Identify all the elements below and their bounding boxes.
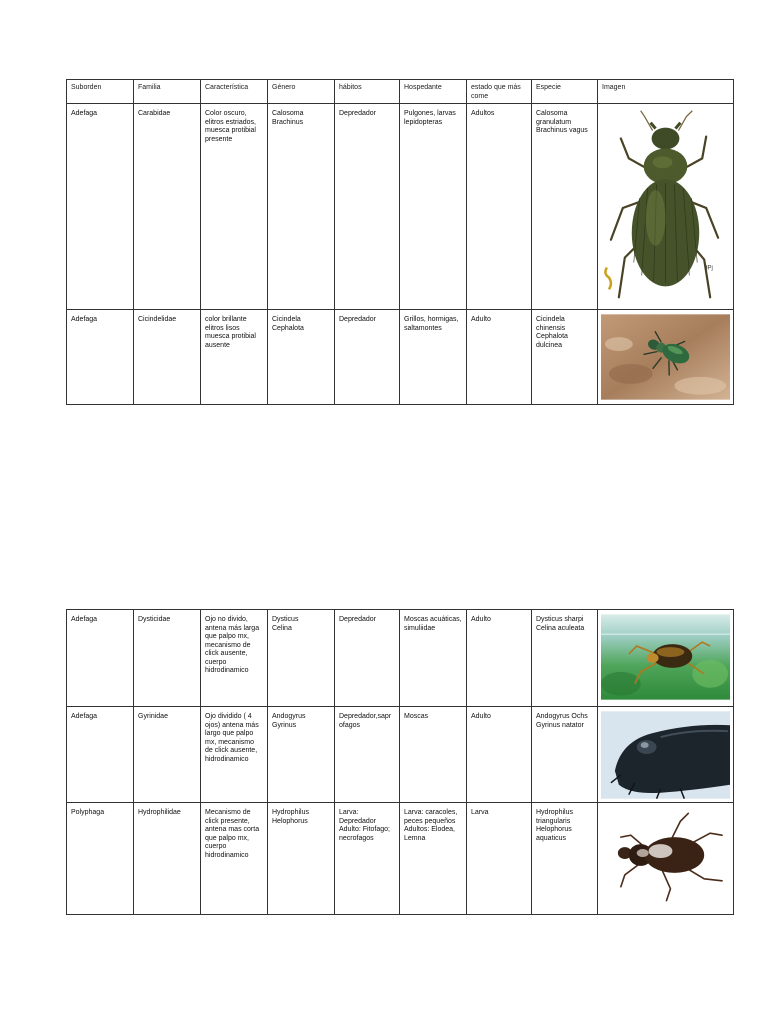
cell-suborden: Adefaga xyxy=(67,610,134,707)
cell-genero: Andogyrus Gyrinus xyxy=(268,707,335,803)
cell-suborden: Adefaga xyxy=(67,104,134,310)
cell-genero: Cicindela Cephalota xyxy=(268,310,335,405)
cell-habitos: Larva: Depredador Adulto: Fitofago; necrofagos xyxy=(335,803,400,915)
cell-habitos: Depredador xyxy=(335,104,400,310)
cell-especie: Hydrophilus triangularis Helophorus aquaticus xyxy=(532,803,598,915)
image-watermark: dPj xyxy=(704,265,713,272)
cell-estado: Adulto xyxy=(467,610,532,707)
diving-beetle-photo xyxy=(601,614,730,700)
cell-familia: Gyrinidae xyxy=(134,707,201,803)
cell-familia: Carabidae xyxy=(134,104,201,310)
header-habitos: hábitos xyxy=(335,80,400,104)
table-row xyxy=(67,610,734,707)
cell-especie: Cicindela chinensis Cephalota dulcinea xyxy=(532,310,598,405)
cell-estado: Adulto xyxy=(467,310,532,405)
cell-caracteristica: Ojo dividido ( 4 ojos) antena más largo que palpo mx, mecanismo de click ausente, hidrodinamico xyxy=(201,707,268,803)
whirligig-beetle-photo xyxy=(601,711,730,799)
cell-genero: Calosoma Brachinus xyxy=(268,104,335,310)
header-familia: Familia xyxy=(134,80,201,104)
cell-habitos: Depredador xyxy=(335,610,400,707)
cell-suborden: Adefaga xyxy=(67,707,134,803)
tiger-beetle-photo xyxy=(601,314,730,400)
insect-table-top xyxy=(66,79,734,405)
insect-table-bottom xyxy=(66,609,734,915)
header-genero: Género xyxy=(268,80,335,104)
cell-hospedante: Grillos, hormigas, saltamontes xyxy=(400,310,467,405)
water-scavenger-beetle-photo xyxy=(601,807,730,907)
cell-imagen xyxy=(598,707,734,803)
cell-imagen xyxy=(598,310,734,405)
cell-hospedante: Moscas acuáticas, simuliidae xyxy=(400,610,467,707)
cell-hospedante: Moscas xyxy=(400,707,467,803)
cell-familia: Dysticidae xyxy=(134,610,201,707)
cell-genero: Dysticus Celina xyxy=(268,610,335,707)
cell-suborden: Adefaga xyxy=(67,310,134,405)
cell-imagen xyxy=(598,803,734,915)
cell-habitos: Depredador,sapr ofagos xyxy=(335,707,400,803)
header-especie: Especie xyxy=(532,80,598,104)
cell-genero: Hydrophilus Helophorus xyxy=(268,803,335,915)
table-row xyxy=(67,803,734,915)
cell-imagen xyxy=(598,104,734,310)
cell-imagen xyxy=(598,610,734,707)
ground-beetle-photo xyxy=(601,108,730,306)
header-suborden: Suborden xyxy=(67,80,134,104)
table-row xyxy=(67,707,734,803)
cell-familia: Hydrophilidae xyxy=(134,803,201,915)
cell-caracteristica: Color oscuro, elitros estriados, muesca protibial presente xyxy=(201,104,268,310)
cell-estado: Adultos xyxy=(467,104,532,310)
cell-hospedante: Larva: caracoles, peces pequeños Adultos: Elodea, Lemna xyxy=(400,803,467,915)
table-row xyxy=(67,104,734,310)
cell-caracteristica: color brillante elitros lisos muesca protibial ausente xyxy=(201,310,268,405)
cell-especie: Calosoma granulatum Brachinus vagus xyxy=(532,104,598,310)
cell-estado: Larva xyxy=(467,803,532,915)
cell-caracteristica: Mecanismo de click presente, antena mas corta que palpo mx, cuerpo hidrodinamico xyxy=(201,803,268,915)
table-header-row xyxy=(67,80,734,104)
cell-estado: Adulto xyxy=(467,707,532,803)
header-imagen: Imagen xyxy=(598,80,734,104)
table-row xyxy=(67,310,734,405)
header-caracteristica: Característica xyxy=(201,80,268,104)
header-estado: estado que más come xyxy=(467,80,532,104)
cell-habitos: Depredador xyxy=(335,310,400,405)
cell-especie: Andogyrus Ochs Gyrinus natator xyxy=(532,707,598,803)
cell-suborden: Polyphaga xyxy=(67,803,134,915)
cell-familia: Cicindelidae xyxy=(134,310,201,405)
cell-caracteristica: Ojo no divido, antena más larga que palpo mx, mecanismo de click ausente, cuerpo hidrodinamico xyxy=(201,610,268,707)
cell-especie: Dysticus sharpi Celina aculeata xyxy=(532,610,598,707)
cell-hospedante: Pulgones, larvas lepidopteras xyxy=(400,104,467,310)
header-hospedante: Hospedante xyxy=(400,80,467,104)
